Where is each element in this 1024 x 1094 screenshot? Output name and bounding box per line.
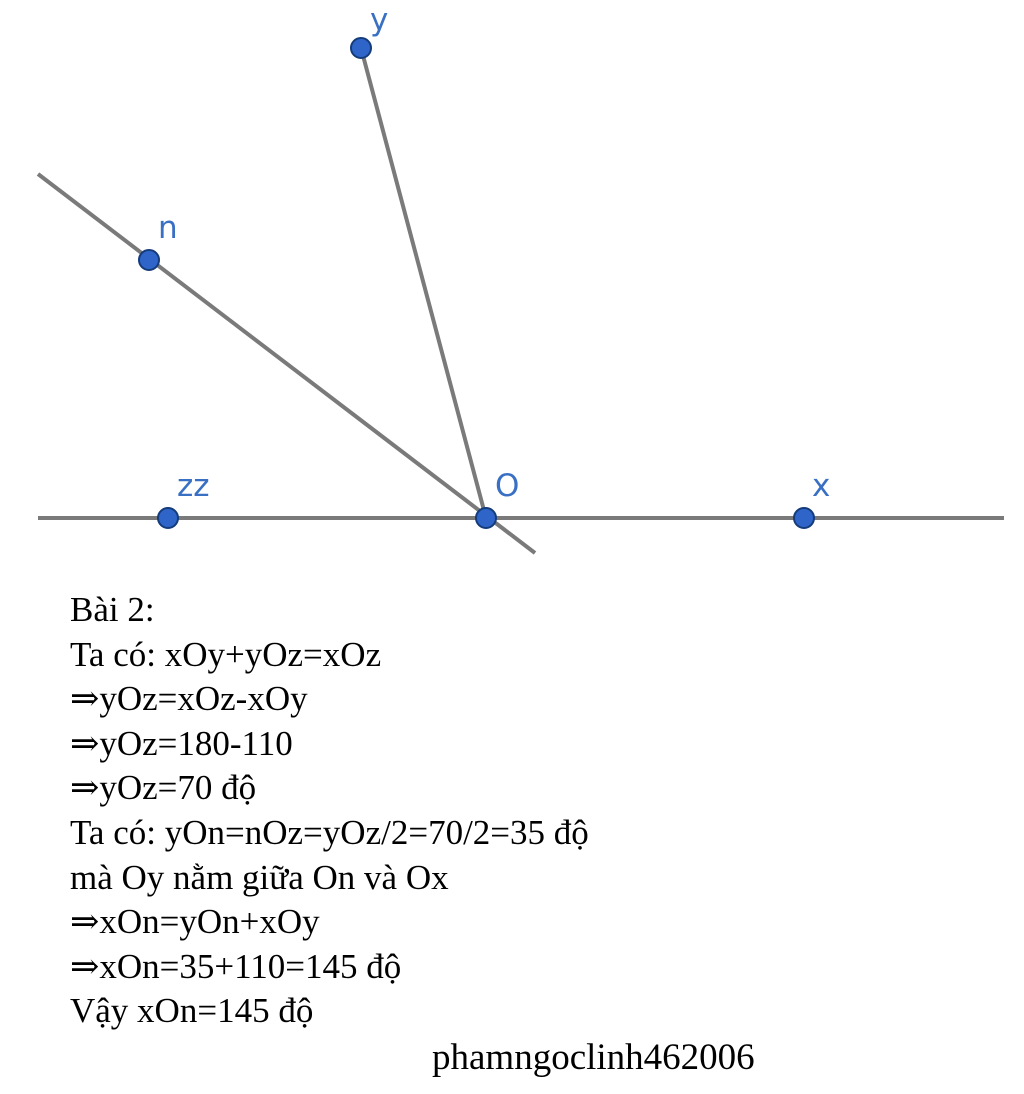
point-zz: [158, 508, 178, 528]
solution-text: [70, 588, 1010, 1034]
solution-line: ⇒yOz=180-110: [70, 723, 293, 763]
point-n: [139, 250, 159, 270]
solution-line: mà Oy nằm giữa On và Ox: [70, 857, 449, 897]
author-signature: phamngoclinh462006: [432, 1037, 755, 1078]
point-x: [794, 508, 814, 528]
solution-heading: Bài 2:: [70, 590, 155, 629]
point-y: [351, 38, 371, 58]
solution-line: ⇒xOn=35+110=145 độ: [70, 946, 402, 986]
label-n: n: [158, 210, 178, 246]
line-n-o: [38, 174, 535, 553]
label-zz: zz: [177, 468, 210, 504]
solution-line: ⇒yOz=70 độ: [70, 768, 257, 808]
solution-line: ⇒xOn=yOn+xOy: [70, 902, 320, 942]
label-o: O: [495, 468, 520, 504]
label-y: y: [370, 2, 389, 38]
solution-conclusion: Vậy xOn=145 độ: [70, 991, 314, 1031]
solution-line: ⇒yOz=xOz-xOy: [70, 679, 308, 719]
ray-oy: [361, 48, 486, 518]
solution-line: Ta có: yOn=nOz=yOz/2=70/2=35 độ: [70, 812, 589, 852]
solution-line: Ta có: xOy+yOz=xOz: [70, 634, 382, 674]
label-x: x: [812, 468, 831, 504]
point-o: [476, 508, 496, 528]
